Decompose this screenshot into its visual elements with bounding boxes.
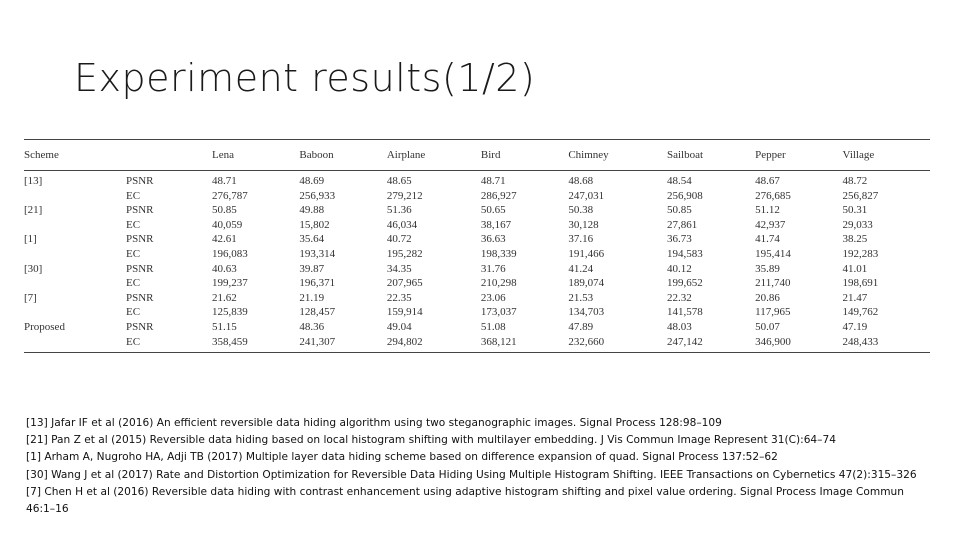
cell-sailboat: 36.73 (666, 233, 692, 246)
cell-sailboat: 27,861 (666, 218, 698, 231)
cell-baboon: 49.88 (299, 204, 325, 217)
cell-chimney: 247,031 (568, 189, 605, 202)
cell-sailboat: 50.85 (666, 204, 692, 217)
cell-scheme (24, 305, 126, 320)
cell-lena: 42.61 (212, 233, 237, 246)
cell-pepper: 276,685 (755, 189, 791, 202)
cell-pepper: 20.86 (755, 291, 780, 304)
cell-sailboat: 141,578 (666, 306, 703, 319)
cell-metric: EC (126, 306, 141, 319)
cell-chimney: 232,660 (568, 335, 667, 353)
cell-scheme: [30] (24, 262, 43, 275)
cell-metric: PSNR (126, 320, 154, 333)
cell-baboon: 21.19 (299, 291, 325, 304)
reference-item: [13] Jafar IF et al (2016) An efficient reversible data hiding algorithm using two steganographic images. Signal Process 128:98–109 (26, 417, 722, 429)
cell-pepper: 195,414 (755, 247, 791, 260)
cell-lena: 50.85 (212, 204, 237, 217)
cell-airplane: 49.04 (386, 320, 412, 333)
cell-lena: 199,237 (212, 277, 248, 290)
cell-sailboat: 256,908 (666, 189, 703, 202)
cell-village: 256,827 (842, 189, 879, 202)
cell-baboon: 48.69 (299, 175, 325, 187)
cell-lena: 48.71 (212, 175, 237, 187)
table-row (24, 335, 930, 353)
cell-chimney: 30,128 (568, 218, 599, 231)
reference-list (26, 415, 936, 518)
cell-pepper: 50.07 (755, 320, 780, 333)
reference-item: [1] Arham A, Nugroho HA, Adji TB (2017) Multiple layer data hiding scheme based on difference expansion of quad. Signal Process 137:52–62 (26, 451, 778, 464)
cell-baboon: 256,933 (299, 189, 336, 202)
cell-metric: PSNR (126, 233, 154, 246)
cell-lena: 40,059 (212, 218, 243, 231)
cell-bird: 36.63 (480, 233, 506, 246)
cell-airplane: 51.36 (386, 204, 412, 217)
cell-bird: 38,167 (480, 218, 512, 231)
cell-scheme: Proposed (24, 320, 65, 333)
cell-bird: 51.08 (480, 320, 506, 333)
cell-bird: 198,339 (480, 247, 517, 260)
cell-pepper: 48.67 (755, 175, 780, 187)
cell-pepper: 35.89 (755, 262, 780, 275)
cell-scheme (24, 189, 126, 204)
cell-baboon: 35.64 (299, 233, 325, 246)
cell-village: 38.25 (842, 233, 868, 246)
table-row (24, 247, 930, 262)
cell-lena: 125,839 (212, 306, 248, 319)
cell-sailboat: 22.32 (666, 291, 692, 304)
cell-bird: 173,037 (480, 306, 517, 319)
header-airplane: Airplane (387, 140, 481, 171)
cell-bird: 286,927 (480, 189, 517, 202)
cell-chimney: 191,466 (568, 247, 605, 260)
cell-baboon: 15,802 (299, 218, 330, 231)
cell-baboon: 241,307 (299, 335, 386, 353)
reference-item: [30] Wang J et al (2017) Rate and Distortion Optimization for Reversible Data Hiding Using Multiple Histogram Shifting. IEEE Transactions on Cybernetics 47(2):315–326 (26, 468, 917, 481)
cell-airplane: 40.72 (386, 233, 412, 246)
cell-village: 29,033 (842, 218, 873, 231)
cell-bird: 368,121 (481, 335, 568, 353)
header-chimney: Chimney (568, 140, 667, 171)
header-scheme: Scheme (24, 140, 126, 171)
cell-baboon: 48.36 (299, 320, 325, 333)
cell-scheme (24, 276, 126, 291)
cell-scheme: [21] (24, 204, 43, 217)
cell-baboon: 196,371 (299, 277, 336, 290)
cell-chimney: 189,074 (568, 277, 605, 290)
cell-airplane: 207,965 (386, 277, 423, 290)
cell-baboon: 128,457 (299, 306, 336, 319)
cell-scheme: [7] (24, 291, 37, 304)
reference-item: [7] Chen H et al (2016) Reversible data hiding with contrast enhancement using adaptive histogram shifting and pixel value ordering. Signal Process Image Commun 46:1–16 (26, 485, 904, 516)
header-bird: Bird (481, 140, 568, 171)
cell-bird: 50.65 (480, 204, 506, 217)
cell-lena: 40.63 (212, 262, 237, 275)
results-table-container (24, 139, 930, 353)
table-row (24, 218, 930, 233)
cell-pepper: 41.74 (755, 233, 780, 246)
cell-chimney: 21.53 (568, 291, 594, 304)
header-metric (126, 140, 212, 171)
cell-lena: 276,787 (212, 189, 248, 202)
cell-airplane: 22.35 (386, 291, 412, 304)
table-row (24, 171, 930, 189)
header-pepper: Pepper (755, 140, 842, 171)
cell-airplane: 48.65 (386, 175, 412, 187)
cell-metric: EC (126, 247, 141, 260)
cell-chimney: 37.16 (568, 233, 594, 246)
results-table (24, 139, 930, 353)
cell-baboon: 193,314 (299, 247, 336, 260)
cell-metric: PSNR (126, 204, 154, 217)
cell-chimney: 48.68 (568, 175, 594, 187)
table-row (24, 320, 930, 335)
cell-sailboat: 247,142 (667, 335, 755, 353)
cell-pepper: 211,740 (755, 277, 791, 290)
header-row (24, 140, 930, 171)
reference-item: [21] Pan Z et al (2015) Reversible data hiding based on local histogram shifting with multilayer embedding. J Vis Commun Image Represent 31(C):64–74 (26, 434, 836, 447)
cell-village: 248,433 (843, 335, 930, 353)
slide-title: Experiment results(1/2) (74, 56, 536, 100)
cell-baboon: 39.87 (299, 262, 325, 275)
cell-pepper: 117,965 (755, 306, 791, 319)
cell-metric: EC (126, 277, 141, 290)
cell-airplane: 195,282 (386, 247, 423, 260)
header-sailboat: Sailboat (667, 140, 755, 171)
cell-sailboat: 48.54 (666, 175, 692, 187)
header-village: Village (843, 140, 930, 171)
cell-airplane: 279,212 (386, 189, 423, 202)
table-row (24, 291, 930, 306)
cell-metric: PSNR (126, 262, 154, 275)
cell-chimney: 47.89 (568, 320, 594, 333)
cell-metric: PSNR (126, 175, 154, 187)
cell-chimney: 134,703 (568, 306, 605, 319)
cell-village: 21.47 (842, 291, 868, 304)
header-lena: Lena (212, 140, 299, 171)
cell-scheme (24, 247, 126, 262)
cell-sailboat: 40.12 (666, 262, 692, 275)
cell-scheme (24, 335, 126, 353)
cell-village: 47.19 (842, 320, 868, 333)
cell-bird: 210,298 (480, 277, 517, 290)
table-row (24, 276, 930, 291)
cell-airplane: 159,914 (386, 306, 423, 319)
table-body (24, 171, 930, 353)
cell-metric: EC (126, 335, 212, 353)
cell-lena: 358,459 (212, 335, 299, 353)
cell-metric: PSNR (126, 291, 154, 304)
cell-airplane: 294,802 (387, 335, 481, 353)
cell-airplane: 46,034 (386, 218, 418, 231)
cell-pepper: 51.12 (755, 204, 780, 217)
cell-pepper: 42,937 (755, 218, 786, 231)
cell-chimney: 41.24 (568, 262, 594, 275)
table-row (24, 305, 930, 320)
cell-scheme: [13] (24, 175, 43, 187)
cell-sailboat: 48.03 (666, 320, 692, 333)
cell-bird: 23.06 (480, 291, 506, 304)
cell-scheme: [1] (24, 233, 37, 246)
cell-village: 50.31 (842, 204, 868, 217)
cell-village: 149,762 (842, 306, 879, 319)
cell-lena: 51.15 (212, 320, 237, 333)
cell-village: 48.72 (842, 175, 868, 187)
cell-lena: 196,083 (212, 247, 248, 260)
cell-chimney: 50.38 (568, 204, 594, 217)
cell-village: 198,691 (842, 277, 879, 290)
table-header (24, 140, 930, 171)
cell-metric: EC (126, 189, 141, 202)
cell-sailboat: 194,583 (666, 247, 703, 260)
table-row (24, 189, 930, 204)
table-row (24, 262, 930, 277)
table-row (24, 203, 930, 218)
cell-village: 192,283 (842, 247, 879, 260)
cell-village: 41.01 (842, 262, 868, 275)
cell-sailboat: 199,652 (666, 277, 703, 290)
cell-lena: 21.62 (212, 291, 237, 304)
cell-bird: 48.71 (480, 175, 506, 187)
header-baboon: Baboon (299, 140, 386, 171)
cell-scheme (24, 218, 126, 233)
cell-bird: 31.76 (480, 262, 506, 275)
cell-pepper: 346,900 (755, 335, 842, 353)
cell-airplane: 34.35 (386, 262, 412, 275)
cell-metric: EC (126, 218, 141, 231)
table-row (24, 232, 930, 247)
